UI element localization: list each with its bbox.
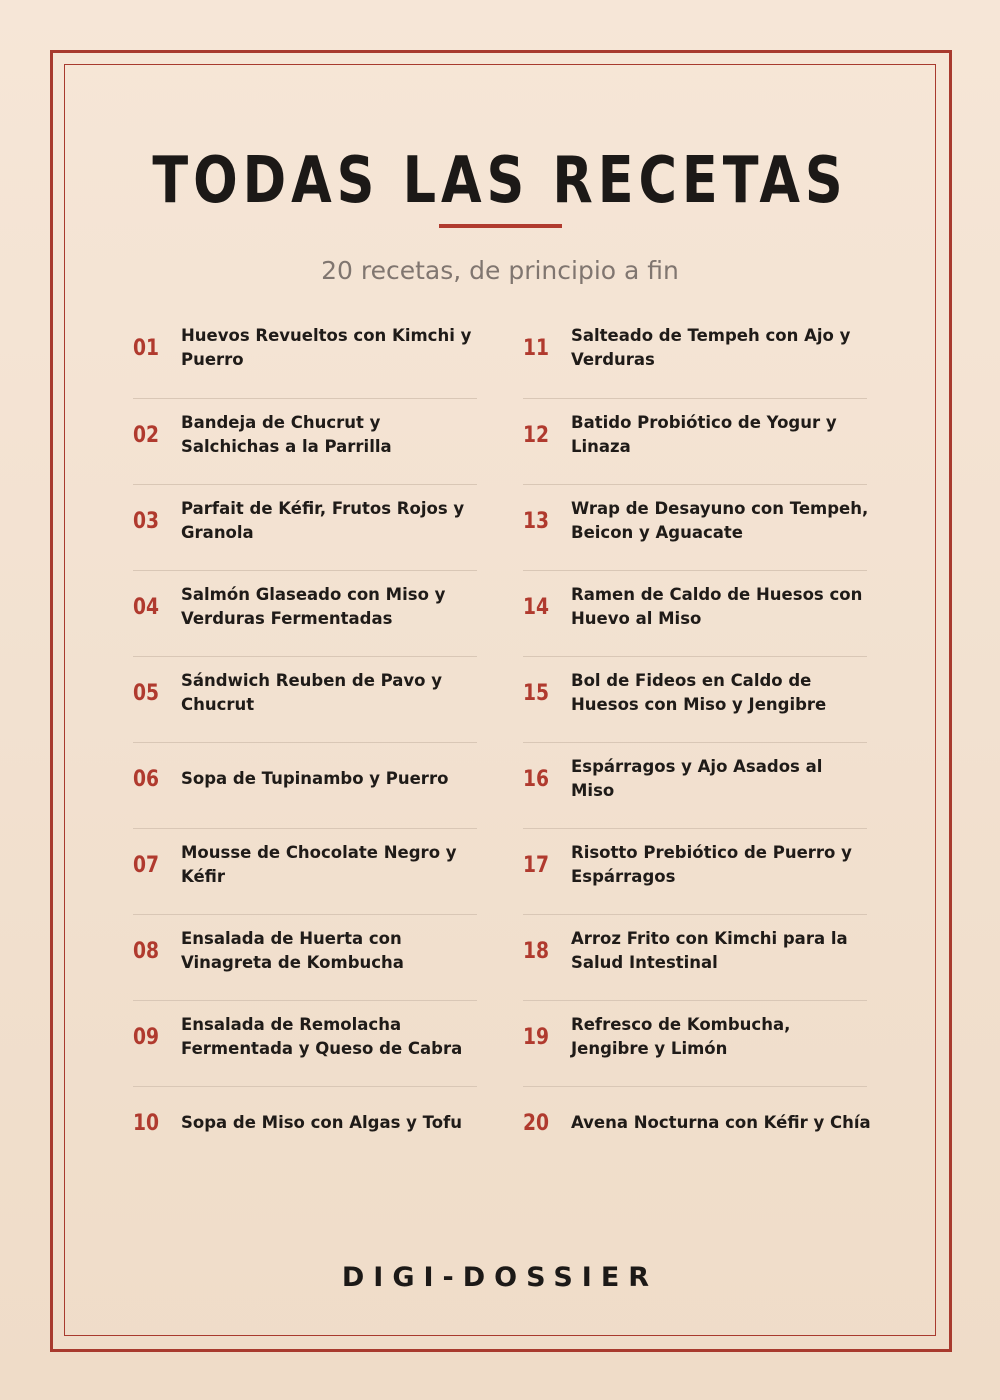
recipe-number: 01 xyxy=(133,336,160,361)
recipe-item xyxy=(133,742,477,828)
recipe-item xyxy=(523,742,867,828)
recipe-item xyxy=(523,1000,867,1086)
recipe-name: Wrap de Desayuno con Tempeh, Beicon y Aguacate xyxy=(571,499,869,542)
recipe-name: Ramen de Caldo de Huesos con Huevo al Miso xyxy=(571,585,863,628)
recipe-name: Refresco de Kombucha, Jengibre y Limón xyxy=(571,1015,791,1058)
title-underline xyxy=(439,224,562,228)
recipe-item xyxy=(133,312,477,398)
brand-footer: DIGI-DOSSIER xyxy=(341,1262,659,1293)
recipe-number: 09 xyxy=(133,1025,160,1050)
recipe-number: 11 xyxy=(523,336,550,361)
recipe-name: Huevos Revueltos con Kimchi y Puerro xyxy=(181,326,472,369)
recipe-name: Sándwich Reuben de Pavo y Chucrut xyxy=(181,671,443,714)
recipe-name: Bol de Fideos en Caldo de Huesos con Miso y Jengibre xyxy=(571,671,827,714)
recipe-name: Batido Probiótico de Yogur y Linaza xyxy=(571,413,837,456)
recipe-item xyxy=(523,484,867,570)
recipe-number: 03 xyxy=(133,509,160,534)
recipe-number: 05 xyxy=(133,681,160,706)
recipe-number: 19 xyxy=(523,1025,550,1050)
recipe-number: 08 xyxy=(133,939,160,964)
recipe-name: Salmón Glaseado con Miso y Verduras Fermentadas xyxy=(181,585,446,628)
recipe-item xyxy=(523,656,867,742)
recipe-item xyxy=(133,1000,477,1086)
recipe-item xyxy=(523,828,867,914)
recipe-name: Ensalada de Remolacha Fermentada y Queso de Cabra xyxy=(181,1015,463,1058)
recipe-number: 15 xyxy=(523,681,550,706)
recipe-number: 13 xyxy=(523,509,550,534)
recipe-number: 12 xyxy=(523,423,550,448)
recipe-item xyxy=(523,570,867,656)
recipe-number: 18 xyxy=(523,939,550,964)
recipe-number: 16 xyxy=(523,767,550,792)
recipe-item xyxy=(133,1086,477,1172)
recipe-item xyxy=(523,398,867,484)
recipe-number: 06 xyxy=(133,767,160,792)
recipe-column-left xyxy=(133,312,477,1172)
recipe-number: 20 xyxy=(523,1111,550,1136)
recipe-item xyxy=(133,828,477,914)
recipe-column-right xyxy=(523,312,871,1172)
recipe-name: Ensalada de Huerta con Vinagreta de Kombucha xyxy=(181,929,404,972)
recipe-number: 10 xyxy=(133,1111,160,1136)
recipe-item xyxy=(133,570,477,656)
recipe-name: Arroz Frito con Kimchi para la Salud Intestinal xyxy=(571,929,848,972)
recipe-item xyxy=(523,312,867,398)
recipe-name: Salteado de Tempeh con Ajo y Verduras xyxy=(571,326,851,369)
recipe-item xyxy=(133,914,477,1000)
recipe-item xyxy=(523,1086,871,1172)
recipe-name: Sopa de Miso con Algas y Tofu xyxy=(181,1113,462,1132)
recipe-number: 14 xyxy=(523,595,550,620)
recipe-name: Risotto Prebiótico de Puerro y Espárragos xyxy=(571,843,852,886)
recipe-item xyxy=(523,914,867,1000)
recipe-item xyxy=(133,484,477,570)
recipe-number: 04 xyxy=(133,595,160,620)
recipe-item xyxy=(133,398,477,484)
recipe-number: 17 xyxy=(523,853,550,878)
recipe-name: Avena Nocturna con Kéfir y Chía xyxy=(571,1113,871,1132)
recipe-name: Mousse de Chocolate Negro y Kéfir xyxy=(181,843,457,886)
recipe-number: 02 xyxy=(133,423,160,448)
page-title: TODAS LAS RECETAS xyxy=(152,144,848,218)
recipe-number: 07 xyxy=(133,853,160,878)
recipe-name: Bandeja de Chucrut y Salchichas a la Parrilla xyxy=(181,413,392,456)
recipe-name: Parfait de Kéfir, Frutos Rojos y Granola xyxy=(181,499,465,542)
recipe-name: Espárragos y Ajo Asados al Miso xyxy=(571,757,823,800)
recipe-name: Sopa de Tupinambo y Puerro xyxy=(181,769,449,788)
recipe-item xyxy=(133,656,477,742)
page-subtitle: 20 recetas, de principio a fin xyxy=(321,256,679,285)
